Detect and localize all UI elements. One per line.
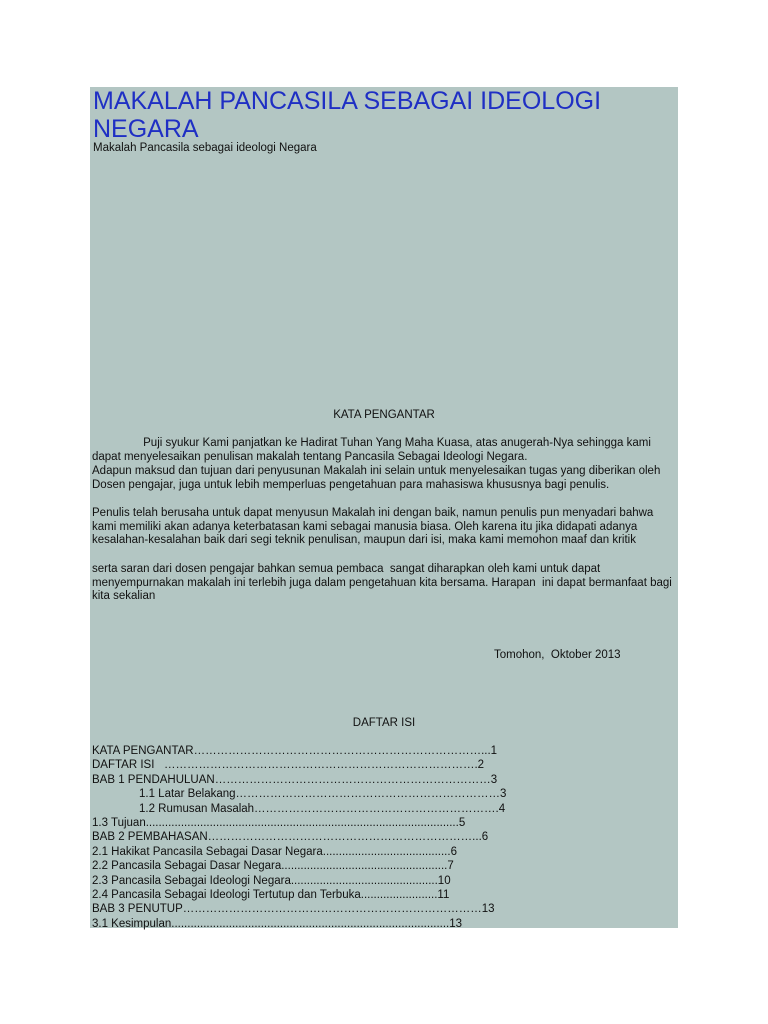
toc-entry: 1.2 Rumusan Masalah……………………………………………………….4 xyxy=(139,802,506,815)
toc-entry: BAB 1 PENDAHULUAN………………………………………………………………3 xyxy=(92,773,498,786)
signature-place-date: Tomohon, Oktober 2013 xyxy=(494,649,621,661)
paragraph: serta saran dari dosen pengajar bahkan semua pembaca sangat diharapkan oleh kami untuk dapat menyempurnakan makalah ini terlebih juga dalam pengetahuan kita bersama. Harapan ini dapat bermanfaat bagi kita sekalian xyxy=(92,563,676,602)
table-of-contents xyxy=(92,744,677,931)
toc-entry: 1.1 Latar Belakang……………………………………………………………3 xyxy=(139,788,507,801)
paragraph: Penulis telah berusaha untuk dapat menyusun Makalah ini dengan baik, namun penulis pun menyadari bahwa kami memiliki akan adanya keterbatasan kami sebagai manusia biasa. Oleh karena itu jika didapati adanya kesalahan-kesalahan baik dari segi teknik penulisan, maupun dari isi, maka kami memohon maaf dan kritik xyxy=(92,507,657,546)
toc-entry: 2.3 Pancasila Sebagai Ideologi Negara..............................................10 xyxy=(92,874,451,887)
toc-entry: 2.1 Hakikat Pancasila Sebagai Dasar Negara........................................6 xyxy=(92,845,457,858)
toc-entry: 2.4 Pancasila Sebagai Ideologi Tertutup dan Terbuka........................11 xyxy=(92,889,450,902)
paragraph: Adapun maksud dan tujuan dari penyusunan Makalah ini selain untuk menyelesaikan tugas yang diberikan oleh Dosen pengajar, juga untuk lebih memperluas pengetahuan para mahasiswa khususnya bagi penulis. xyxy=(92,465,664,491)
toc-entry: 3.1 Kesimpulan.......................................................................................13 xyxy=(92,917,463,930)
toc-entry: KATA PENGANTAR…………………………………………………………………...1 xyxy=(92,745,498,757)
toc-entry: 1.3 Tujuan..................................................................................................5 xyxy=(92,817,466,830)
kata-pengantar-heading: KATA PENGANTAR xyxy=(333,409,435,421)
toc-entry: BAB 3 PENUTUP……………………………………………………………………13 xyxy=(92,903,495,916)
toc-entry: BAB 2 PEMBAHASAN……………………………………………………………...6 xyxy=(92,831,489,844)
paragraph: Puji syukur Kami panjatkan ke Hadirat Tuhan Yang Maha Kuasa, atas anugerah-Nya sehingga kami dapat menyelesaikan penulisan makalah tentang Pancasila Sebagai Ideologi Negara. xyxy=(92,437,655,463)
document-title: MAKALAH PANCASILA SEBAGAI IDEOLOGI NEGARA xyxy=(93,87,602,143)
document-subtitle: Makalah Pancasila sebagai ideologi Negara xyxy=(93,142,317,154)
daftar-isi-heading: DAFTAR ISI xyxy=(352,717,416,729)
toc-entry: 2.2 Pancasila Sebagai Dasar Negara....................................................7 xyxy=(92,860,454,873)
toc-entry: DAFTAR ISI ……………………………………………………………………….2 xyxy=(92,759,485,772)
